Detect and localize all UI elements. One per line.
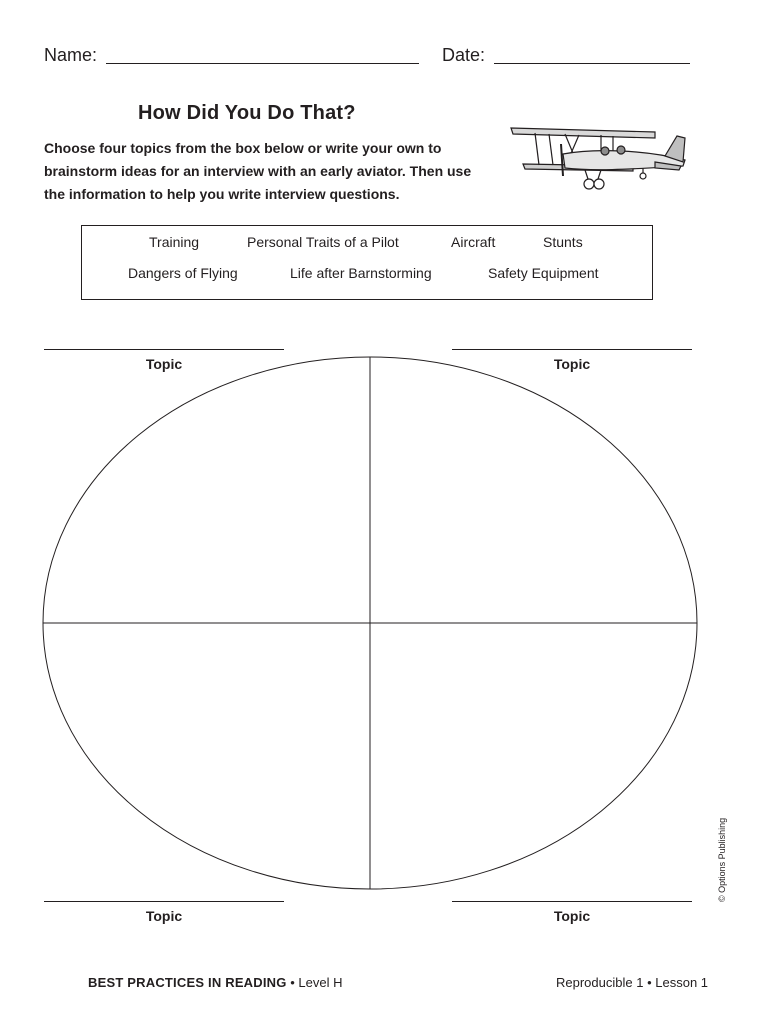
topic-option-personal-traits: Personal Traits of a Pilot (247, 234, 399, 250)
footer-left (88, 975, 342, 990)
page-title: How Did You Do That? (138, 102, 356, 124)
topic-label-top-left: Topic (145, 356, 183, 372)
quadrant-top-right[interactable] (390, 410, 640, 600)
copyright-text: © Options Publishing (717, 817, 727, 902)
footer-bullet-2: • (647, 975, 652, 990)
topic-option-dangers: Dangers of Flying (128, 265, 238, 281)
topic-option-training: Training (149, 234, 200, 250)
topic-label-top-right: Topic (553, 356, 591, 372)
footer-bullet: • (290, 975, 295, 990)
topic-line-bottom-right[interactable] (452, 901, 692, 902)
instructions-text: Choose four topics from the box below or write your own to brainstorm ideas for an interview with an early aviator. Then use the information to help you write interview questions. (44, 140, 472, 202)
topic-label-bottom-left: Topic (145, 908, 183, 924)
topic-label-bottom-right: Topic (553, 908, 591, 924)
name-label: Name: (44, 45, 98, 65)
quadrant-bottom-right[interactable] (390, 645, 640, 835)
date-label: Date: (442, 45, 486, 65)
footer-level: Level H (298, 975, 343, 990)
topic-option-stunts: Stunts (543, 234, 583, 250)
topic-option-life-after: Life after Barnstorming (290, 265, 432, 281)
topic-option-aircraft: Aircraft (451, 234, 496, 250)
footer-lesson: Lesson 1 (655, 975, 709, 990)
footer-reproducible: Reproducible 1 (556, 975, 644, 990)
footer-series: BEST PRACTICES IN READING (88, 975, 287, 990)
quadrant-bottom-left[interactable] (100, 645, 350, 835)
quadrant-top-left[interactable] (100, 410, 350, 600)
footer-right (556, 975, 708, 990)
topic-line-bottom-left[interactable] (44, 901, 284, 902)
topic-option-safety: Safety Equipment (488, 265, 599, 281)
